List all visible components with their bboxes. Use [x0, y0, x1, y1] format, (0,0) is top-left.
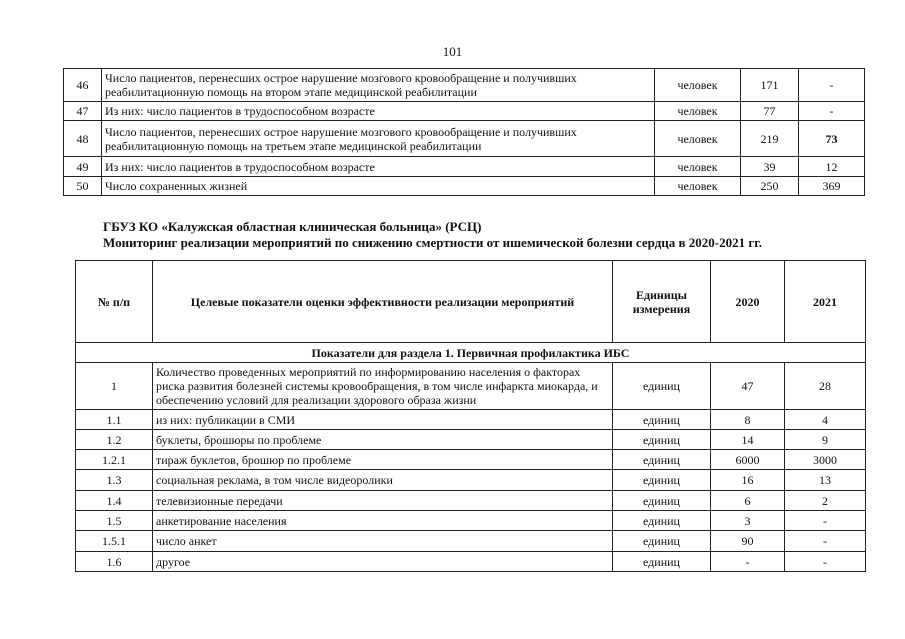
- row-value-2020: 8: [711, 410, 785, 430]
- row-value-2020: 90: [711, 531, 785, 552]
- row-value-2021: 13: [785, 470, 866, 491]
- row-unit: единиц: [613, 531, 711, 552]
- header-indicator: Целевые показатели оценки эффективности реализации мероприятий: [153, 261, 613, 343]
- table-row: [76, 450, 866, 470]
- section-title: Показатели для раздела 1. Первичная профилактика ИБС: [76, 343, 866, 363]
- ihd-indicator-table: [75, 260, 866, 572]
- row-number: 1.1: [76, 410, 153, 430]
- table-row: [64, 69, 865, 102]
- table-row: [64, 102, 865, 121]
- row-number: 50: [64, 177, 102, 196]
- row-number: 1.2.1: [76, 450, 153, 470]
- row-number: 1: [76, 363, 153, 410]
- table-header-row: [76, 261, 866, 343]
- table-row: [76, 511, 866, 531]
- monitoring-title: Мониторинг реализации мероприятий по снижению смертности от ишемической болезни сердца в 2020-2021 гг.: [103, 235, 762, 250]
- row-value-2020: 6: [711, 491, 785, 511]
- row-value-2021: -: [785, 552, 866, 572]
- row-unit: единиц: [613, 363, 711, 410]
- row-unit: человек: [655, 102, 741, 121]
- table-row: [76, 470, 866, 491]
- table-row: [64, 157, 865, 177]
- row-number: 1.3: [76, 470, 153, 491]
- row-number: 1.2: [76, 430, 153, 450]
- row-value-2020: 6000: [711, 450, 785, 470]
- row-unit: человек: [655, 177, 741, 196]
- row-number: 46: [64, 69, 102, 102]
- row-indicator: телевизионные передачи: [153, 491, 613, 511]
- row-indicator: тираж буклетов, брошюр по проблеме: [153, 450, 613, 470]
- row-number: 49: [64, 157, 102, 177]
- row-value-2021: 9: [785, 430, 866, 450]
- header-2021: 2021: [785, 261, 866, 343]
- row-unit: единиц: [613, 491, 711, 511]
- header-num: № п/п: [76, 261, 153, 343]
- row-value-2020: 39: [741, 157, 799, 177]
- row-unit: единиц: [613, 511, 711, 531]
- table-row: [76, 410, 866, 430]
- table-row: [76, 552, 866, 572]
- row-number: 1.5.1: [76, 531, 153, 552]
- row-value-2021: 28: [785, 363, 866, 410]
- row-value-2020: 250: [741, 177, 799, 196]
- row-indicator: число анкет: [153, 531, 613, 552]
- indicator-table-continued: [63, 68, 865, 196]
- row-value-2021: 369: [799, 177, 865, 196]
- row-unit: человек: [655, 157, 741, 177]
- row-value-2021: 12: [799, 157, 865, 177]
- row-value-2020: 47: [711, 363, 785, 410]
- row-unit: единиц: [613, 450, 711, 470]
- row-indicator: Количество проведенных мероприятий по информированию населения о факторах риска развития болезней системы кровообращения, в том числе инфаркта миокарда, и обеспечению условий для реализации здорового образа жизни: [153, 363, 613, 410]
- header-2020: 2020: [711, 261, 785, 343]
- row-value-2020: -: [711, 552, 785, 572]
- row-number: 1.5: [76, 511, 153, 531]
- table-row: [64, 177, 865, 196]
- header-unit: Единицы измерения: [613, 261, 711, 343]
- table-row: [76, 363, 866, 410]
- row-value-2020: 3: [711, 511, 785, 531]
- row-indicator: Число сохраненных жизней: [102, 177, 655, 196]
- row-value-2021: -: [785, 511, 866, 531]
- row-unit: единиц: [613, 410, 711, 430]
- row-value-2021: 2: [785, 491, 866, 511]
- row-value-2021: 3000: [785, 450, 866, 470]
- table-row: [76, 491, 866, 511]
- table-row: [76, 531, 866, 552]
- row-indicator: другое: [153, 552, 613, 572]
- row-indicator: Из них: число пациентов в трудоспособном возрасте: [102, 102, 655, 121]
- row-indicator: анкетирование населения: [153, 511, 613, 531]
- row-value-2021: -: [799, 69, 865, 102]
- row-value-2020: 16: [711, 470, 785, 491]
- table-row: [64, 121, 865, 157]
- row-indicator: Из них: число пациентов в трудоспособном возрасте: [102, 157, 655, 177]
- row-unit: единиц: [613, 552, 711, 572]
- row-value-2021: -: [785, 531, 866, 552]
- row-indicator: Число пациентов, перенесших острое нарушение мозгового кровообращение и получивших реабилитационную помощь на третьем этапе медицинской реабилитации: [102, 121, 655, 157]
- row-value-2021: 73: [799, 121, 865, 157]
- row-value-2020: 171: [741, 69, 799, 102]
- section-row: [76, 343, 866, 363]
- row-number: 47: [64, 102, 102, 121]
- row-indicator: Число пациентов, перенесших острое нарушение мозгового кровообращение и получивших реабилитационную помощь на втором этапе медицинской реабилитации: [102, 69, 655, 102]
- row-number: 1.4: [76, 491, 153, 511]
- row-number: 1.6: [76, 552, 153, 572]
- table-row: [76, 430, 866, 450]
- row-value-2020: 14: [711, 430, 785, 450]
- row-indicator: из них: публикации в СМИ: [153, 410, 613, 430]
- row-number: 48: [64, 121, 102, 157]
- row-value-2020: 219: [741, 121, 799, 157]
- row-indicator: социальная реклама, в том числе видеоролики: [153, 470, 613, 491]
- page-number: 101: [442, 44, 463, 59]
- row-value-2021: -: [799, 102, 865, 121]
- row-unit: человек: [655, 121, 741, 157]
- row-value-2021: 4: [785, 410, 866, 430]
- row-value-2020: 77: [741, 102, 799, 121]
- hospital-heading: ГБУЗ КО «Калужская областная клиническая больница» (РСЦ): [103, 219, 482, 234]
- row-unit: единиц: [613, 470, 711, 491]
- row-indicator: буклеты, брошюры по проблеме: [153, 430, 613, 450]
- row-unit: единиц: [613, 430, 711, 450]
- row-unit: человек: [655, 69, 741, 102]
